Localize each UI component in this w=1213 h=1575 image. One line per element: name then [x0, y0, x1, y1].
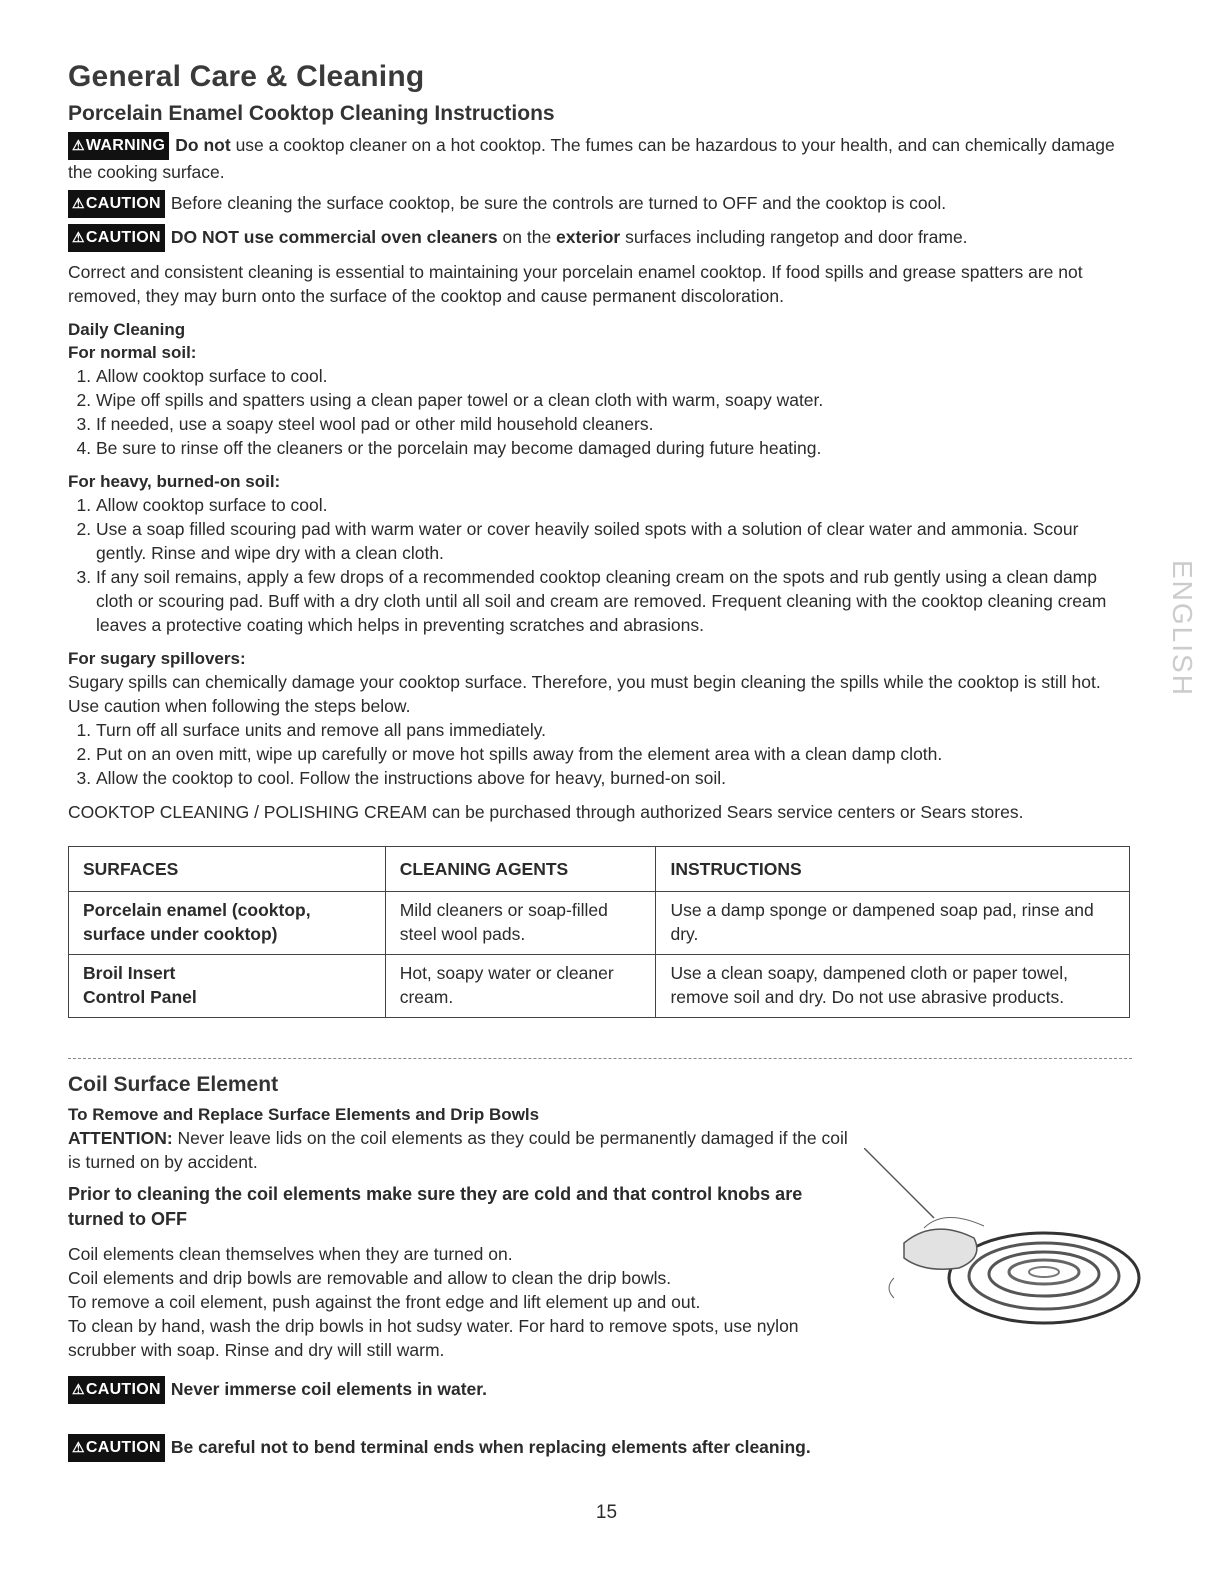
heavy-soil-steps	[68, 493, 1132, 637]
illustration-pointer-line	[864, 1148, 934, 1218]
table-header-row	[69, 847, 1130, 892]
normal-soil-heading: For normal soil:	[68, 343, 197, 362]
warning-triangle-icon: ⚠	[72, 1381, 85, 1397]
page-number: 15	[595, 1502, 618, 1523]
caution-notice-2: ⚠CAUTION DO NOT use commercial oven cleaners on the exterior surfaces including rangetop and door frame.	[68, 224, 1132, 252]
daily-cleaning-heading: Daily Cleaning	[68, 320, 186, 339]
warning-notice: ⚠WARNING Do not use a cooktop cleaner on a hot cooktop. The fumes can be hazardous to your health, and can chemically damage the cooking surface.	[68, 132, 1132, 184]
warning-triangle-icon: ⚠	[72, 1439, 85, 1455]
prior-note: Prior to cleaning the coil elements make sure they are cold and that control knobs are turned to OFF	[68, 1184, 803, 1229]
cleaning-table	[68, 846, 1130, 1018]
table-row	[69, 892, 1130, 955]
coil-subheading: To Remove and Replace Surface Elements and Drip Bowls	[68, 1105, 540, 1124]
language-side-tab: ENGLISH	[1167, 560, 1198, 697]
coil-line: Coil elements and drip bowls are removable and allow to clean the drip bowls.	[68, 1268, 672, 1288]
table-cell-agent: Hot, soapy water or cleaner cream.	[385, 955, 656, 1018]
section-heading-porcelain: Porcelain Enamel Cooktop Cleaning Instructions	[68, 102, 555, 125]
table-header: SURFACES	[69, 847, 386, 892]
cream-note: COOKTOP CLEANING / POLISHING CREAM can be purchased through authorized Sears service centers or Sears stores.	[68, 802, 1024, 822]
list-item: 4. Be sure to rinse off the cleaners or the porcelain may become damaged during future heating.	[96, 436, 1132, 460]
section-divider	[68, 1058, 1132, 1059]
list-item: 3. If any soil remains, apply a few drops of a recommended cooktop cleaning cream on the spots and rub gently using a clean damp cloth or scouring pad. Buff with a dry cloth until all soil and cream are removed. Frequent cleaning with the cooktop cleaning cream leaves a protective coating which helps in preventing scratches and abrasions.	[96, 565, 1132, 637]
list-item: 2. Use a soap filled scouring pad with warm water or cover heavily soiled spots with a solution of clear water and ammonia. Scour gently. Rinse and wipe dry with a clean cloth.	[96, 517, 1132, 565]
coil-element-illustration	[864, 1148, 1144, 1348]
caution-badge: ⚠CAUTION	[68, 224, 165, 252]
warning-triangle-icon: ⚠	[72, 195, 85, 211]
sugary-intro: Sugary spills can chemically damage your cooktop surface. Therefore, you must begin cleaning the spills while the cooktop is still hot. Use caution when following the steps below.	[68, 672, 1101, 716]
caution-badge: ⚠CAUTION	[68, 190, 165, 218]
caution-badge: ⚠CAUTION	[68, 1376, 165, 1404]
coil-line: To remove a coil element, push against the front edge and lift element up and out.	[68, 1292, 701, 1312]
sugary-steps	[68, 718, 1132, 790]
list-item: 1. Turn off all surface units and remove all pans immediately.	[96, 718, 1132, 742]
heavy-soil-heading: For heavy, burned-on soil:	[68, 472, 281, 491]
attention-paragraph: ATTENTION: Never leave lids on the coil elements as they could be permanently damaged if the coil is turned on by accident.	[68, 1128, 848, 1172]
normal-soil-steps	[68, 364, 1132, 460]
list-item: 3. Allow the cooktop to cool. Follow the instructions above for heavy, burned-on soil.	[96, 766, 1132, 790]
table-cell-surface: Porcelain enamel (cooktop, surface under cooktop)	[69, 892, 386, 955]
table-header: CLEANING AGENTS	[385, 847, 656, 892]
caution-badge: ⚠CAUTION	[68, 1434, 165, 1462]
page-title: General Care & Cleaning	[68, 60, 425, 93]
list-item: 1. Allow cooktop surface to cool.	[96, 364, 1132, 388]
warning-triangle-icon: ⚠	[72, 137, 85, 153]
table-cell-surface: Broil Insert Control Panel	[69, 955, 386, 1018]
coil-line: Coil elements clean themselves when they are turned on.	[68, 1244, 513, 1264]
list-item: 2. Wipe off spills and spatters using a clean paper towel or a clean cloth with warm, soapy water.	[96, 388, 1132, 412]
table-cell-agent: Mild cleaners or soap-filled steel wool pads.	[385, 892, 656, 955]
coil-section-body	[68, 1103, 858, 1362]
warning-triangle-icon: ⚠	[72, 229, 85, 245]
sugary-spillovers-heading: For sugary spillovers:	[68, 649, 246, 668]
list-item: 3. If needed, use a soapy steel wool pad or other mild household cleaners.	[96, 412, 1132, 436]
caution-notice-3: ⚠CAUTION Never immerse coil elements in water.	[68, 1376, 1132, 1404]
coil-line: To clean by hand, wash the drip bowls in hot sudsy water. For hard to remove spots, use nylon scrubber with soap. Rinse and dry will still warm.	[68, 1316, 799, 1360]
intro-paragraph: Correct and consistent cleaning is essential to maintaining your porcelain enamel cooktop. If food spills and grease spatters are not removed, they may burn onto the surface of the cooktop and cause permanent discoloration.	[68, 262, 1083, 306]
list-item: 2. Put on an oven mitt, wipe up carefully or move hot spills away from the element area with a clean damp cloth.	[96, 742, 1132, 766]
list-item: 1. Allow cooktop surface to cool.	[96, 493, 1132, 517]
section-heading-coil: Coil Surface Element	[68, 1073, 279, 1096]
caution-notice-4: ⚠CAUTION Be careful not to bend terminal ends when replacing elements after cleaning.	[68, 1434, 1132, 1462]
warning-badge: ⚠WARNING	[68, 132, 169, 160]
hand-shape	[904, 1229, 977, 1269]
caution-notice-1: ⚠CAUTION Before cleaning the surface cooktop, be sure the controls are turned to OFF and the cooktop is cool.	[68, 190, 1132, 218]
table-cell-instruction: Use a damp sponge or dampened soap pad, rinse and dry.	[656, 892, 1130, 955]
table-cell-instruction: Use a clean soapy, dampened cloth or paper towel, remove soil and dry. Do not use abrasive products.	[656, 955, 1130, 1018]
table-row	[69, 955, 1130, 1018]
table-header: INSTRUCTIONS	[656, 847, 1130, 892]
